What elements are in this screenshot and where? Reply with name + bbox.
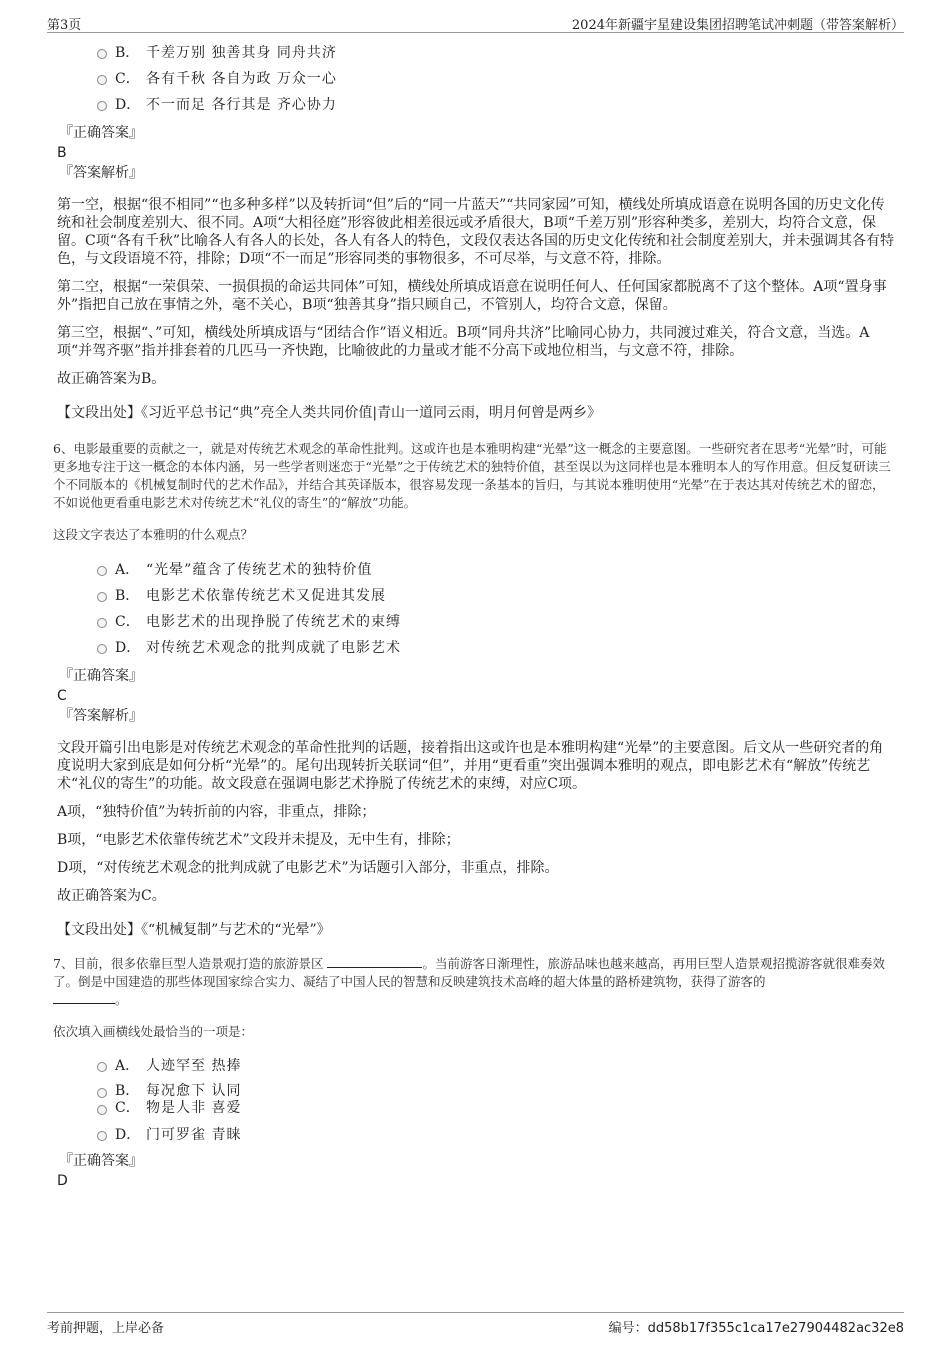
- question-7-text: 7、目前，很多依靠巨型人造景观打造的旅游景区 。当前游客日渐理性，旅游品味也越来越高，再用巨型人造景观招揽游客就很难奏效了。倒是中国建造的那些体现国家综合实力、凝结了中国人民的智慧和反映建筑技术高峰的超大体量的路桥建筑物，获得了游客的 。: [53, 955, 885, 1007]
- document-id: 编号：dd58b17f355c1ca17e27904482ac32e8: [608, 1321, 904, 1336]
- conclusion: 故正确答案为C。: [57, 887, 166, 904]
- source-citation: 【文段出处】《习近平总书记“典”亮全人类共同价值|青山一道同云雨，明月何曾是两乡》: [57, 405, 602, 421]
- document-title: 2024年新疆宇星建设集团招聘笔试冲刺题（带答案解析）: [571, 18, 904, 33]
- answer-value: C: [57, 687, 67, 704]
- answer-label: 『正确答案』: [59, 125, 143, 141]
- analysis-label: 『答案解析』: [59, 165, 143, 181]
- radio-icon[interactable]: [97, 49, 107, 59]
- option-b[interactable]: B． 千差万别 独善其身 同舟共济: [57, 40, 895, 66]
- analysis-paragraph: 文段开篇引出电影是对传统艺术观念的革命性批判的话题，接着指出这或许也是本雅明构建“光晕”的主要意图。后文从一些研究者的角度说明大家到底是如何分析“光晕”的。尾句出现转折关联词“但”，并用“更看重”突出强调本雅明的观点，即电影艺术有“解放”传统艺术“礼仪的寄生”的功能。故文段意在强调电影艺术挣脱了传统艺术的束缚，对应C项。: [57, 739, 884, 792]
- option-d[interactable]: D． 门可罗雀 青睐: [57, 1122, 895, 1148]
- option-d[interactable]: D． 对传统艺术观念的批判成就了电影艺术: [57, 635, 895, 661]
- page-header: [47, 12, 904, 33]
- option-c[interactable]: C． 物是人非 喜爱: [57, 1100, 895, 1117]
- analysis-paragraph: D项，“对传统艺术观念的批判成就了电影艺术”为话题引入部分，非重点，排除。: [57, 859, 559, 876]
- radio-icon[interactable]: [97, 1088, 107, 1098]
- radio-icon[interactable]: [97, 75, 107, 85]
- question-6-text: 6、电影最重要的贡献之一，就是对传统艺术观念的革命性批判。这或许也是本雅明构建“光晕”这一概念的主要意图。一些研究者在思考“光晕”时，可能更多地专注于这一概念的本体内涵，另一些学者则迷恋于“光晕”之于传统艺术的独特价值，甚至误以为这同样也是本雅明本人的写作用意。但反复研读三个不同版本的《机械复制时代的艺术作品》，并结合其英译版本，很容易发现一条基本的旨归，与其说本雅明使用“光晕”在于表达其对传统艺术的留恋，不如说他更看重电影艺术对传统艺术“礼仪的寄生”的“解放”功能。: [53, 441, 891, 510]
- answer-value: D: [57, 1173, 68, 1189]
- footer-slogan: 考前押题，上岸必备: [47, 1321, 165, 1336]
- question-7-prompt: 依次填入画横线处最恰当的一项是：: [53, 1023, 254, 1039]
- source-citation: 【文段出处】《“机械复制”与艺术的“光晕”》: [57, 921, 331, 938]
- analysis-paragraph: B项，“电影艺术依靠传统艺术”文段并未提及，无中生有，排除；: [57, 831, 460, 848]
- radio-icon[interactable]: [97, 1105, 107, 1115]
- radio-icon[interactable]: [97, 1131, 107, 1141]
- q5-options: [57, 40, 895, 118]
- analysis-paragraph: 第三空，根据“、”可知，横线处所填成语与“团结合作”语义相近。B项“同舟共济”比喻同心协力，共同渡过难关，符合文意，当选。A项“并驾齐驱”指并排套着的几匹马一齐快跑，比喻彼此的力量或才能不分高下或地位相当，与文意不符，排除。: [57, 325, 870, 359]
- fill-blank: [327, 955, 422, 968]
- page-content: [53, 40, 895, 1190]
- option-b[interactable]: B． 每况愈下 认同: [57, 1083, 895, 1100]
- radio-icon[interactable]: [97, 644, 107, 654]
- analysis-paragraph: 第二空，根据“一荣俱荣、一损俱损的命运共同体”可知，横线处所填成语意在说明任何人、任何国家都脱离不了这个整体。A项“置身事外”指把自己放在事情之外，毫不关心，B项“独善其身”指只顾自己，不管别人，均符合文意，保留。: [57, 279, 887, 313]
- radio-icon[interactable]: [97, 1062, 107, 1072]
- page-number: 第3页: [47, 18, 82, 33]
- answer-value: B: [57, 145, 67, 161]
- conclusion: 故正确答案为B。: [57, 371, 166, 387]
- answer-label: 『正确答案』: [59, 667, 143, 684]
- radio-icon[interactable]: [97, 592, 107, 602]
- page-footer: [47, 1312, 904, 1335]
- option-d[interactable]: D． 不一而足 各行其是 齐心协力: [57, 92, 895, 118]
- question-6-prompt: 这段文字表达了本雅明的什么观点？: [53, 527, 254, 542]
- answer-label: 『正确答案』: [59, 1153, 143, 1169]
- fill-blank: [53, 991, 115, 1004]
- analysis-paragraph: 第一空，根据“很不相同”“也多种多样”以及转折词“但”后的“同一片蓝天”“共同家园”可知，横线处所填成语意在说明各国的历史文化传统和社会制度差别大、很不同。A项“大相径庭”形容彼此相差很远或矛盾很大，B项“千差万别”形容种类多，差别大，均符合文意，保留。C项“各有千秋”比喻各人有各人的长处，各人有各人的特色，文段仅表达各国的历史文化传统和社会制度差别大，并未强调其各有特色，与文段语境不符，排除；D项“不一而足”形容同类的事物很多，不可尽举，与文意不符，排除。: [57, 197, 895, 267]
- analysis-label: 『答案解析』: [59, 707, 143, 724]
- option-c[interactable]: C． 电影艺术的出现挣脱了传统艺术的束缚: [57, 609, 895, 635]
- option-a[interactable]: A． 人迹罕至 热捧: [57, 1053, 895, 1079]
- radio-icon[interactable]: [97, 101, 107, 111]
- radio-icon[interactable]: [97, 566, 107, 576]
- analysis-paragraph: A项，“独特价值”为转折前的内容，非重点，排除；: [57, 803, 376, 820]
- q6-options: [57, 557, 895, 661]
- q7-options: [57, 1053, 895, 1148]
- radio-icon[interactable]: [97, 618, 107, 628]
- option-c[interactable]: C． 各有千秋 各自为政 万众一心: [57, 66, 895, 92]
- option-b[interactable]: B． 电影艺术依靠传统艺术又促进其发展: [57, 583, 895, 609]
- option-a[interactable]: A． “光晕”蕴含了传统艺术的独特价值: [57, 557, 895, 583]
